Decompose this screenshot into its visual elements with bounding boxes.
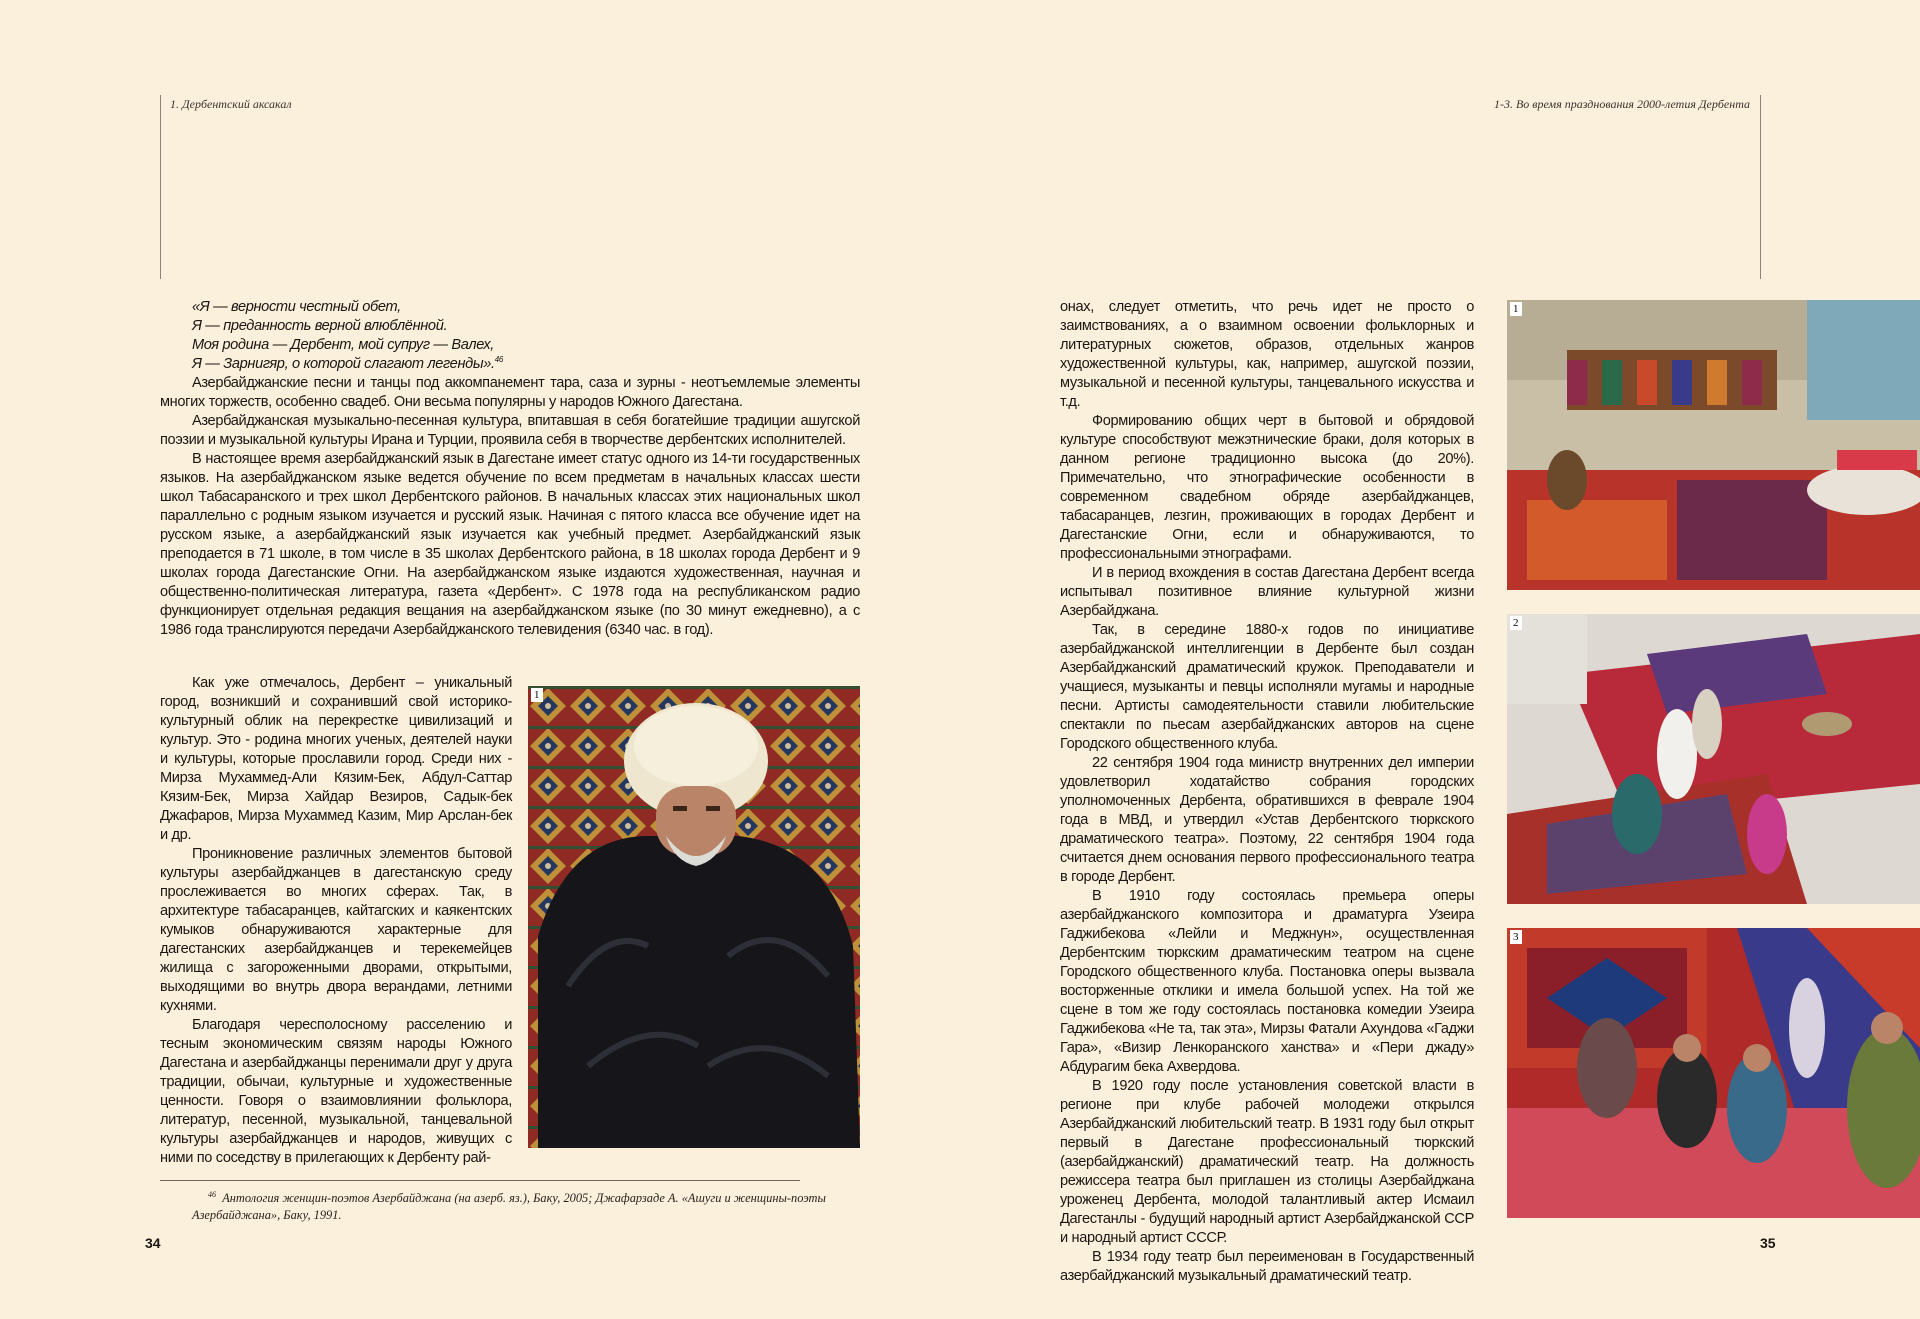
page-number-right: 35 [1760,1235,1776,1251]
right-text-column [1060,298,1474,1286]
footnote [192,1190,860,1224]
paragraph: Азербайджанская музыкально-песенная культура, впитавшая в себя богатейшие традиции ашугской поэзии и музыкальной культуры Ирана и Турции, проявила себя в творчестве дербентских исполнителей. [160,413,860,448]
photo-number: 1 [1510,302,1522,316]
right-margin-rule [1760,95,1761,279]
footnote-number: 46 [208,1189,216,1199]
paragraph: Так, в середине 1880-х годов по инициативе азербайджанской интеллигенции в Дербенте был создан Азербайджанский драматический кружок. Преподаватели и учащиеся, музыканты и певцы исполняли мугамы и народные песни. Артисты самодеятельности ставили любительские спектакли по пьесам азербайджанских авторов на сцене Городского общественного клуба. [1060,622,1474,752]
left-text-narrow [160,674,512,1168]
paragraph: В настоящее время азербайджанский язык в Дагестане имеет статус одного из 14-ти государственных языков. На азербайджанском языке ведется обучение по всем предметам в начальных классах шести школ Табасаранского и трех школ Дербентского районов. В начальных классах этих национальных школ параллельно с родным языком изучается и русский язык. Начиная с пятого класса все обучение идет на русском языке, а азербайджанский язык изучается как учебный предмет. Азербайджанский язык преподается в 71 школе, в том числе в 35 школах Дербентского района, в 18 школах города Дербент и 9 школах города Дагестанские Огни. На азербайджанском языке издаются художественная, научная и общественно-политическая литература, газета «Дербент». С 1978 года на республиканском радио функционирует отдельная редакция вещания на азербайджанском языке (по 30 минут ежедневно), а с 1986 года транслируются передачи Азербайджанского телевидения (6340 час. в год). [160,451,860,638]
photo-festival-stall [1507,300,1920,590]
poem-epigraph [160,298,860,374]
paragraph: Азербайджанские песни и танцы под аккомпанемент тара, саза и зурны - неотъемлемые элементы многих торжеств, особенно свадеб. Они весьма популярны у народов Южного Дагестана. [160,375,860,410]
poem-line: Я — Зарнигяр, о которой слагают легенды».$^{46}$ [192,355,503,372]
photo-derbent-elder [528,686,860,1148]
carpet-weavers-image [1507,614,1920,904]
paragraph: Как уже отмечалось, Дербент – уникальный город, возникший и сохранивший свой историко-культурный облик на перекрестке цивилизаций и культур. Это - родина многих ученых, деятелей науки и культуры, которые прославили город. Среди них - Мирза Мухаммед-Али Кязим-Бек, Абдул-Саттар Кязим-Бек, Мирза Хайдар Везиров, Садык-бек Джафаров, Мирза Мухаммед Казим, Мир Арслан-бек и др. [160,675,512,843]
paragraph: 22 сентября 1904 года министр внутренних дел империи удовлетворил ходатайство собрания городских уполномоченных Дербента, обратившихся в феврале 1904 года в МВД, и утвердил «Устав Дербентского тюркского драматического театра». Поэтому, 22 сентября 1904 года считается днем основания первого профессионального театра в городе Дербент. [1060,755,1474,885]
photo-carpet-weavers [1507,614,1920,904]
elder-portrait-image [528,686,860,1148]
paragraph-continuation: онах, следует отметить, что речь идет не просто о заимствованиях, а о взаимном освоении фольклорных и литературных сюжетов, образов, отдельных жанров художественной культуры, как, например, ашугской поэзии, музыкальной и песенной культуры, танцевального искусства и т.д. [1060,299,1474,410]
poem-line: Моя родина — Дербент, мой супруг — Валех, [192,337,495,353]
photo-number: 3 [1510,930,1522,944]
paragraph: В 1934 году театр был переименован в Государственный азербайджанский музыкальный драматический театр. [1060,1249,1474,1284]
footnote-rule [160,1180,800,1181]
paragraph: В 1910 году состоялась премьера оперы азербайджанского композитора и драматурга Узеира Гаджибекова «Лейли и Меджнун», осуществленная Дербентским тюркским драматическим театром на сцене Городского общественного клуба. Постановка оперы вызвала восторженные отклики и имела большой успех. На той же сцене в том же году состоялась постановка комедии Узеира Гаджибекова «Не та, так эта», Мирзы Фатали Ахундова «Гаджи Гара», «Визир Ленкоранского ханства» и «Пери джаду» Абдурагим бека Ахвердова. [1060,888,1474,1075]
paragraph: Формированию общих черт в бытовой и обрядовой культуре способствуют межэтнические браки, доля которых в данном регионе традиционно высока (до 20%). Примечательно, что этнографические особенности в современном свадебном обряде азербайджанцев, табасаранцев, лезгин, проживающих в городах Дербент и Дагестанские Огни, если и обнаруживаются, то профессиональными этнографами. [1060,413,1474,562]
paragraph: В 1920 году после установления советской власти в регионе при клубе рабочей молодежи открылся Азербайджанский любительский театр. В 1931 году был открыт первый в Дагестане профессиональный тюркский (азербайджанский) драматический театр. На должность режиссера театра был приглашен из столицы Азербайджана уроженец Дербента, молодой талантливый актер Исмаил Дагестанлы - будущий народный артист Азербайджанской ССР и народный артист СССР. [1060,1078,1474,1246]
footnote-text: Антология женщин-поэтов Азербайджана (на азерб. яз.), Баку, 2005; Джафарзаде А. «Ашуги и женщины-поэты Азербайджана», Баку, 1991. [192,1191,826,1222]
paragraph: Проникновение различных элементов бытовой культуры азербайджанцев в дагестанскую среду прослеживается во многих сферах. Так, в архитектуре табасаранцев, кайтагских и каякентских кумыков обнаруживаются характерные для дагестанских азербайджанцев и терекемейцев жилища с загороженными дворами, открытыми, выходящими во внутрь двора верандами, летними кухнями. [160,846,512,1014]
poem-line: Я — преданность верной влюблённой. [192,318,448,334]
left-photo-caption: 1. Дербентский аксакал [170,97,292,111]
footnote-ref[interactable]: 46 [494,355,503,365]
paragraph: Благодаря чересполосному расселению и тесным экономическим связям народы Южного Дагестана и азербайджанцы перенимали друг у друга традиции, обычаи, культурные и художественные ценности. Говоря о взаимовлиянии фольклора, литератур, песенной, музыкальной, танцевальной культуры азербайджанцев и народов, живущих с ними по соседству в прилегающих к Дербенту рай- [160,1017,512,1166]
left-margin-rule [160,95,161,279]
right-photo-caption: 1-3. Во время празднования 2000-летия Дербента [1493,97,1750,111]
left-text-top [160,298,860,640]
festival-stall-image [1507,300,1920,590]
photo-number: 1 [531,688,543,702]
photo-number: 2 [1510,616,1522,630]
women-at-carpets-image [1507,928,1920,1218]
page-number-left: 34 [145,1235,161,1251]
photo-women-at-carpets [1507,928,1920,1218]
paragraph: И в период вхождения в состав Дагестана Дербент всегда испытывал позитивное влияние культурной жизни Азербайджана. [1060,565,1474,619]
poem-line: «Я — верности честный обет, [192,299,401,315]
